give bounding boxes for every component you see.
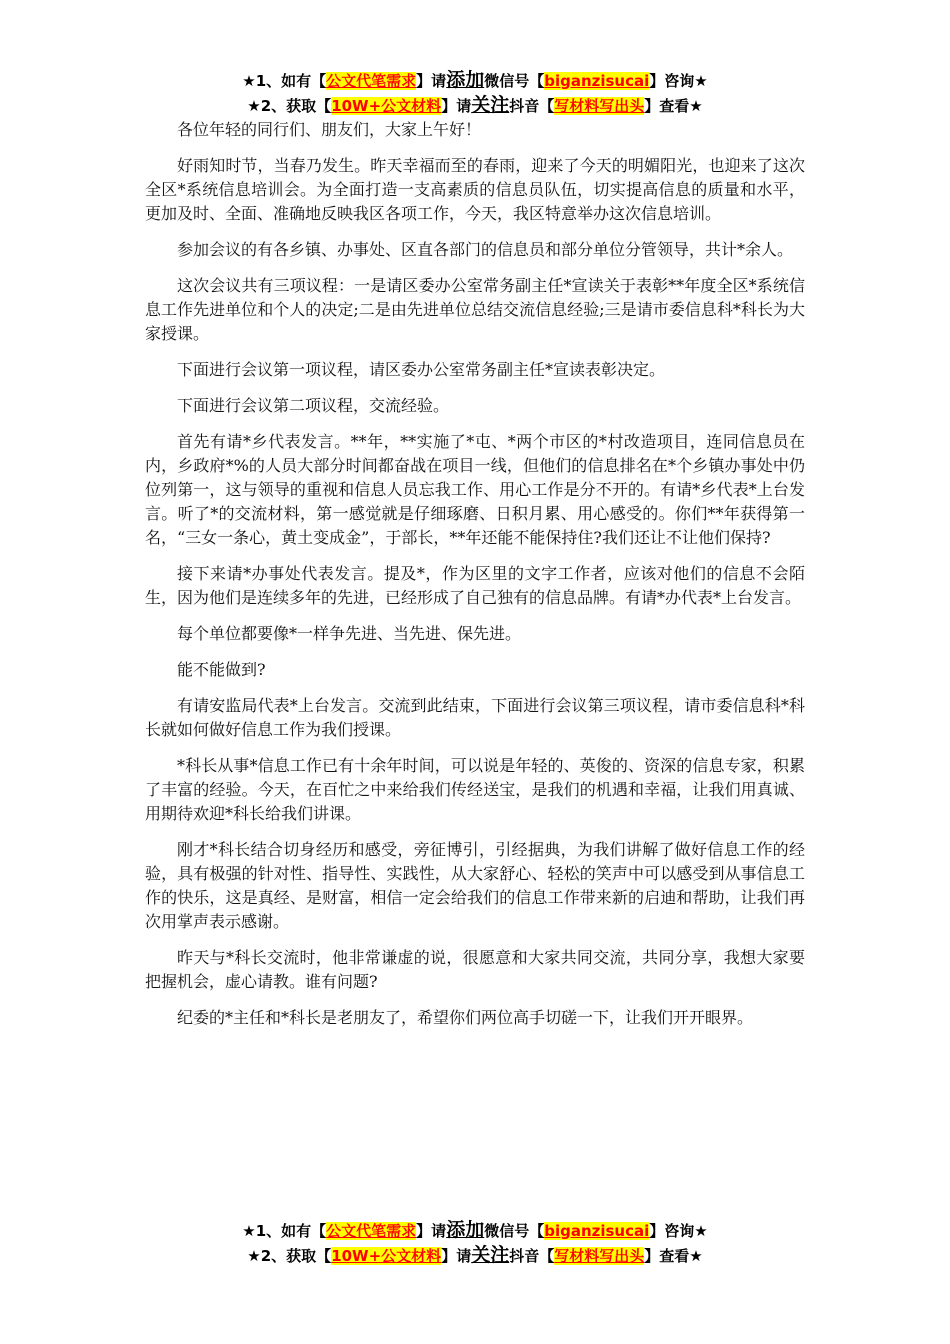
paragraph: 接下来请*办事处代表发言。提及*，作为区里的文字工作者，应该对他们的信息不会陌生，因为他们是连续多年的先进，已经形成了自己独有的信息品牌。有请*办代表*上台发言。 — [145, 564, 805, 607]
promo-text: 】请 — [416, 72, 447, 90]
paragraph: 这次会议共有三项议程：一是请区委办公室常务副主任*宣读关于表彰**年度全区*系统信息工作先进单位和个人的决定;二是由先进单位总结交流信息经验;三是请市委信息科*科长为大家授课。 — [145, 276, 805, 343]
promo-highlight: 10W+公文材料 — [331, 97, 442, 115]
promo-text: 抖音【 — [509, 97, 555, 115]
paragraph: 昨天与*科长交流时，他非常谦虚的说，很愿意和大家共同交流，共同分享，我想大家要把握机会，虚心请教。谁有问题? — [145, 948, 805, 991]
promo-text: ★1、如有【 — [242, 72, 327, 90]
paragraph: 好雨知时节，当春乃发生。昨天幸福而至的春雨，迎来了今天的明媚阳光，也迎来了这次全区*系统信息培训会。为全面打造一支高素质的信息员队伍，切实提高信息的质量和水平，更加及时、全面、准确地反映我区各项工作，今天，我区特意举办这次信息培训。 — [145, 156, 805, 223]
promo-emphasis: 添加 — [446, 69, 485, 91]
paragraph: 纪委的*主任和*科长是老朋友了，希望你们两位高手切磋一下，让我们开开眼界。 — [177, 1008, 754, 1027]
promo-text: ★2、获取【 — [247, 97, 332, 115]
promo-text: 抖音【 — [509, 1247, 555, 1265]
promo-text: 】咨询★ — [649, 72, 708, 90]
promo-line-1 — [0, 68, 950, 93]
paragraph: *科长从事*信息工作已有十余年时间，可以说是年轻的、英俊的、资深的信息专家，积累了丰富的经验。今天，在百忙之中来给我们传经送宝，是我们的机遇和幸福，让我们用真诚、用期待欢迎*科长给我们讲课。 — [145, 756, 805, 823]
document-body — [145, 118, 805, 1042]
promo-text: 】请 — [441, 1247, 472, 1265]
promo-text: ★2、获取【 — [247, 1247, 332, 1265]
promo-text: 微信号【 — [484, 1222, 545, 1240]
paragraph: 有请安监局代表*上台发言。交流到此结束，下面进行会议第三项议程，请市委信息科*科长就如何做好信息工作为我们授课。 — [145, 696, 805, 739]
promo-wechat-id: biganzisucai — [544, 72, 650, 90]
promo-wechat-id: biganzisucai — [544, 1222, 650, 1240]
paragraph: 每个单位都要像*一样争先进、当先进、保先进。 — [177, 624, 522, 643]
promo-footer — [0, 1218, 950, 1268]
promo-line-2 — [0, 1243, 950, 1268]
promo-header — [0, 68, 950, 118]
promo-douyin-id: 写材料写出头 — [554, 1247, 645, 1265]
paragraph: 各位年轻的同行们、朋友们，大家上午好！ — [177, 120, 482, 139]
promo-text: 】查看★ — [644, 97, 703, 115]
promo-douyin-id: 写材料写出头 — [554, 97, 645, 115]
promo-highlight: 10W+公文材料 — [331, 1247, 442, 1265]
promo-text: ★1、如有【 — [242, 1222, 327, 1240]
promo-text: 】请 — [416, 1222, 447, 1240]
promo-line-1 — [0, 1218, 950, 1243]
promo-highlight: 公文代笔需求 — [326, 1222, 417, 1240]
promo-emphasis: 添加 — [446, 1219, 485, 1241]
paragraph: 下面进行会议第二项议程，交流经验。 — [177, 396, 450, 415]
paragraph: 刚才*科长结合切身经历和感受，旁征博引，引经据典，为我们讲解了做好信息工作的经验，具有极强的针对性、指导性、实践性，从大家舒心、轻松的笑声中可以感受到从事信息工作的快乐，这是真经、是财富，相信一定会给我们的信息工作带来新的启迪和帮助，让我们再次用掌声表示感谢。 — [145, 840, 805, 931]
promo-text: 微信号【 — [484, 72, 545, 90]
paragraph: 能不能做到? — [177, 660, 266, 679]
paragraph: 下面进行会议第一项议程，请区委办公室常务副主任*宣读表彰决定。 — [177, 360, 666, 379]
promo-text: 】咨询★ — [649, 1222, 708, 1240]
promo-highlight: 公文代笔需求 — [326, 72, 417, 90]
promo-text: 】请 — [441, 97, 472, 115]
promo-emphasis: 关注 — [471, 94, 510, 116]
paragraph: 参加会议的有各乡镇、办事处、区直各部门的信息员和部分单位分管领导，共计*余人。 — [177, 240, 794, 259]
paragraph: 首先有请*乡代表发言。**年，**实施了*屯、*两个市区的*村改造项目，连同信息员在内，乡政府*%的人员大部分时间都奋战在项目一线，但他们的信息排名在*个乡镇办事处中仍位列第一，这与领导的重视和信息人员忘我工作、用心工作是分不开的。有请*乡代表*上台发言。听了*的交流材料，第一感觉就是仔细琢磨、日积月累、用心感受的。你们**年获得第一名，“三女一条心，黄土变成金”，于部长，**年还能不能保持住?我们还让不让他们保持? — [145, 432, 805, 547]
promo-line-2 — [0, 93, 950, 118]
promo-text: 】查看★ — [644, 1247, 703, 1265]
promo-emphasis: 关注 — [471, 1244, 510, 1266]
